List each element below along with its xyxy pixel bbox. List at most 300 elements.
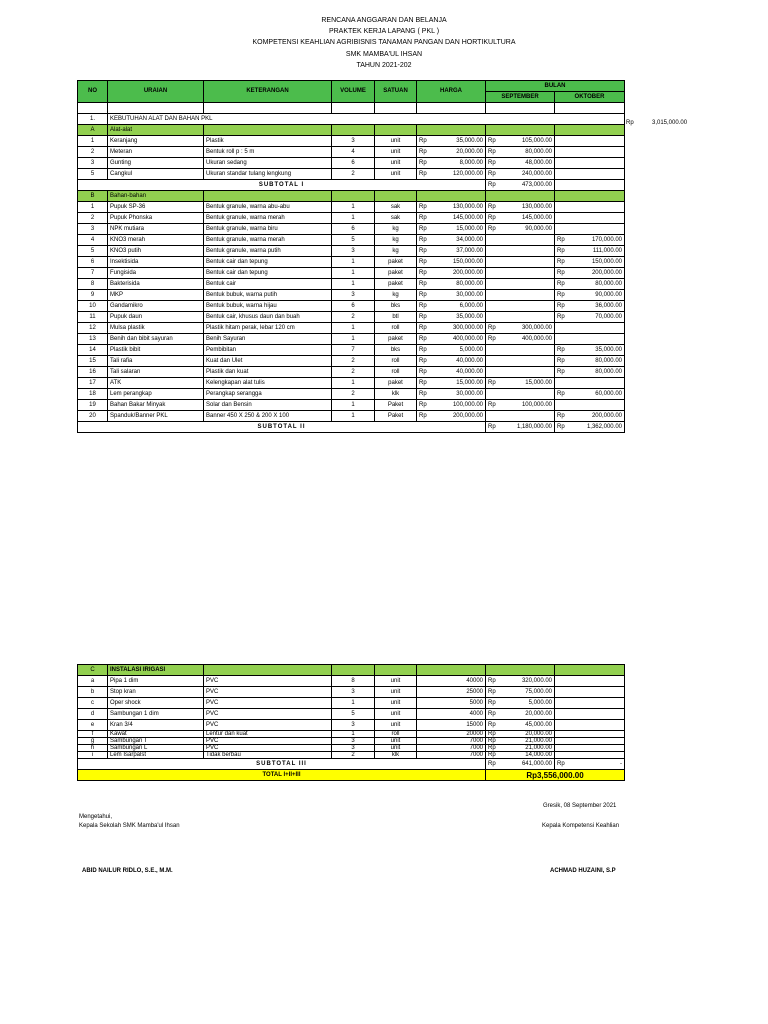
- table-row: [78, 389, 625, 400]
- item-unit: kg: [375, 235, 417, 246]
- item-september: [486, 158, 555, 169]
- item-september: [486, 731, 555, 738]
- col-satuan: SATUAN: [375, 81, 417, 103]
- group-c-label: INSTALASI IRIGASI: [108, 665, 204, 676]
- item-price-value: 120,000.00: [452, 170, 483, 177]
- subtotal-2: [78, 422, 625, 433]
- section-row: [78, 114, 625, 125]
- col-uraian: URAIAN: [108, 81, 204, 103]
- item-unit: paket: [375, 334, 417, 345]
- subtotal-2-label: SUBTOTAL II: [78, 422, 486, 433]
- table-row: [78, 235, 625, 246]
- item-september-rp: Rp: [488, 203, 496, 210]
- item-september: [486, 268, 555, 279]
- item-september: [486, 202, 555, 213]
- item-september: [486, 698, 555, 709]
- subtotal-2-september-rp: Rp: [488, 423, 496, 430]
- item-october: [555, 213, 625, 224]
- group-b-label: Bahan-bahan: [108, 191, 204, 202]
- item-september-value: 80,000.00: [525, 148, 552, 155]
- item-september: [486, 213, 555, 224]
- item-unit: paket: [375, 378, 417, 389]
- item-september-value: 240,000.00: [521, 170, 552, 177]
- item-price-rp: Rp: [419, 170, 427, 177]
- item-unit: unit: [375, 169, 417, 180]
- item-name: Cangkul: [108, 169, 204, 180]
- item-september: [486, 334, 555, 345]
- item-name: Lem perangkap: [108, 389, 204, 400]
- item-volume: 4: [332, 147, 375, 158]
- item-september-value: 21,000.00: [525, 745, 552, 751]
- table-row: [78, 400, 625, 411]
- item-price: [417, 389, 486, 400]
- item-september-rp: Rp: [488, 731, 496, 737]
- item-description: Lentur dan kuat: [204, 731, 332, 738]
- item-description: Solar dan Bensin: [204, 400, 332, 411]
- item-description: Ukuran sedang: [204, 158, 332, 169]
- table-row: [78, 290, 625, 301]
- table-row: [78, 698, 625, 709]
- item-september: [486, 687, 555, 698]
- item-no: 1: [78, 136, 108, 147]
- item-october-value: 80,000.00: [595, 368, 622, 375]
- item-no: i: [78, 752, 108, 759]
- item-price-value: 200,000.00: [452, 412, 483, 419]
- item-no: b: [78, 687, 108, 698]
- item-september: [486, 169, 555, 180]
- item-october: [555, 367, 625, 378]
- item-description: Tidak berbau: [204, 752, 332, 759]
- table-row: [78, 136, 625, 147]
- item-price-rp: Rp: [419, 302, 427, 309]
- item-price: 20000: [417, 731, 486, 738]
- item-no: 13: [78, 334, 108, 345]
- item-volume: 3: [332, 720, 375, 731]
- grand-total-row: [78, 770, 625, 781]
- side-note-value: 3,015,000.00: [652, 120, 688, 126]
- item-price-rp: Rp: [419, 324, 427, 331]
- item-no: g: [78, 738, 108, 745]
- item-october: [555, 136, 625, 147]
- item-volume: 2: [332, 312, 375, 323]
- item-no: c: [78, 698, 108, 709]
- item-october: [555, 345, 625, 356]
- item-price: [417, 235, 486, 246]
- item-unit: Paket: [375, 411, 417, 422]
- item-price: [417, 279, 486, 290]
- item-unit: paket: [375, 257, 417, 268]
- item-price: [417, 312, 486, 323]
- item-september: [486, 136, 555, 147]
- item-unit: roll: [375, 367, 417, 378]
- table-row: [78, 745, 625, 752]
- item-september-rp: Rp: [488, 752, 496, 758]
- table-row: [78, 378, 625, 389]
- table-row: [78, 411, 625, 422]
- item-october-rp: Rp: [557, 291, 565, 298]
- item-volume: 1: [332, 257, 375, 268]
- item-price: [417, 367, 486, 378]
- item-price-value: 30,000.00: [456, 291, 483, 298]
- item-description: Bentuk cair dan tepung: [204, 268, 332, 279]
- item-no: h: [78, 745, 108, 752]
- subtotal-2-october-value: 1,362,000.00: [586, 423, 622, 430]
- item-october: [555, 312, 625, 323]
- subtotal-1-september-value: 473,000.00: [521, 181, 552, 188]
- item-name: Sambungan L: [108, 745, 204, 752]
- item-price: [417, 246, 486, 257]
- item-price-value: 5,000.00: [459, 346, 483, 353]
- item-volume: 1: [332, 268, 375, 279]
- item-volume: 6: [332, 224, 375, 235]
- item-name: Sambungan T: [108, 738, 204, 745]
- item-unit: unit: [375, 698, 417, 709]
- col-harga: HARGA: [417, 81, 486, 103]
- item-october-value: 60,000.00: [595, 390, 622, 397]
- item-name: Kawat: [108, 731, 204, 738]
- item-october-rp: Rp: [557, 280, 565, 287]
- item-price: [417, 202, 486, 213]
- item-september-rp: Rp: [488, 148, 496, 155]
- item-october-value: 90,000.00: [595, 291, 622, 298]
- item-name: Bahan Bakar Minyak: [108, 400, 204, 411]
- item-description: Ukuran standar tulang lengkung: [204, 169, 332, 180]
- item-september-value: 400,000.00: [521, 335, 552, 342]
- section-label: KEBUTUHAN ALAT DAN BAHAN PKL: [108, 114, 625, 125]
- item-name: Pupuk daun: [108, 312, 204, 323]
- item-october-value: 200,000.00: [591, 269, 622, 276]
- table-row: [78, 687, 625, 698]
- item-description: Bentuk granule, warna biru: [204, 224, 332, 235]
- subtotal-3-september-value: 641,000.00: [521, 760, 552, 767]
- item-name: Lem Isarpalst: [108, 752, 204, 759]
- group-a-label: Alat-alat: [108, 125, 204, 136]
- item-october-rp: Rp: [557, 390, 565, 397]
- item-price-value: 15,000.00: [456, 379, 483, 386]
- item-price-rp: Rp: [419, 313, 427, 320]
- item-name: KNO3 putih: [108, 246, 204, 257]
- item-unit: unit: [375, 676, 417, 687]
- subtotal-1-september: [486, 180, 555, 191]
- item-september-rp: Rp: [488, 745, 496, 751]
- item-description: Bentuk granule, warna merah: [204, 213, 332, 224]
- item-october-rp: Rp: [557, 236, 565, 243]
- head-name: ACHMAD HUZAINI, S.P: [550, 868, 616, 874]
- col-keterangan: KETERANGAN: [204, 81, 332, 103]
- item-october: [555, 279, 625, 290]
- item-price-value: 200,000.00: [452, 269, 483, 276]
- item-volume: 3: [332, 290, 375, 301]
- item-volume: 3: [332, 745, 375, 752]
- subtotal-3: [78, 759, 625, 770]
- item-september: [486, 345, 555, 356]
- item-price-rp: Rp: [419, 357, 427, 364]
- item-volume: 2: [332, 752, 375, 759]
- item-september-value: 100,000.00: [521, 401, 552, 408]
- item-unit: unit: [375, 745, 417, 752]
- item-september: [486, 752, 555, 759]
- item-price-value: 40,000.00: [456, 368, 483, 375]
- item-no: 2: [78, 213, 108, 224]
- table-row: [78, 224, 625, 235]
- item-no: 3: [78, 158, 108, 169]
- col-oktober: OKTOBER: [555, 92, 625, 103]
- item-september-value: 105,000.00: [521, 137, 552, 144]
- item-name: Gandamikro: [108, 301, 204, 312]
- item-october: [555, 378, 625, 389]
- item-september: [486, 246, 555, 257]
- item-description: Bentuk granule, warna putih: [204, 246, 332, 257]
- item-name: Pipa 1 dim: [108, 676, 204, 687]
- subtotal-1: [78, 180, 625, 191]
- item-price-value: 15,000.00: [456, 225, 483, 232]
- item-october-value: 170,000.00: [591, 236, 622, 243]
- item-volume: 1: [332, 731, 375, 738]
- table-row: [78, 709, 625, 720]
- item-name: MKP: [108, 290, 204, 301]
- table-row: [78, 752, 625, 759]
- item-name: Tali rafia: [108, 356, 204, 367]
- principal-name: ABID NAILUR RIDLO, S.E., M.M.: [82, 868, 173, 874]
- item-unit: btl: [375, 312, 417, 323]
- item-price-value: 20,000.00: [456, 148, 483, 155]
- subtotal-3-october: [555, 759, 625, 770]
- item-october-value: 150,000.00: [591, 258, 622, 265]
- item-price: 25000: [417, 687, 486, 698]
- item-price: [417, 411, 486, 422]
- acknowledge-label: Mengetahui,: [79, 814, 113, 820]
- item-october-rp: Rp: [557, 357, 565, 364]
- group-c-row: [78, 665, 625, 676]
- item-unit: bks: [375, 301, 417, 312]
- item-price-value: 30,000.00: [456, 390, 483, 397]
- item-october-rp: Rp: [557, 346, 565, 353]
- item-price-rp: Rp: [419, 137, 427, 144]
- item-no: 14: [78, 345, 108, 356]
- item-price: 7000: [417, 745, 486, 752]
- item-price-value: 80,000.00: [456, 280, 483, 287]
- item-no: 11: [78, 312, 108, 323]
- item-price: [417, 290, 486, 301]
- item-october: [555, 323, 625, 334]
- item-no: 2: [78, 147, 108, 158]
- table-row: [78, 676, 625, 687]
- item-no: 5: [78, 169, 108, 180]
- item-september: [486, 738, 555, 745]
- item-name: Benih dan bibit sayuran: [108, 334, 204, 345]
- table-header-row: [78, 81, 625, 92]
- item-no: f: [78, 731, 108, 738]
- item-name: Mulsa plastik: [108, 323, 204, 334]
- table-row: [78, 213, 625, 224]
- doc-subtitle: PRAKTEK KERJA LAPANG ( PKL ): [328, 28, 440, 35]
- item-september: [486, 147, 555, 158]
- item-description: Bentuk bubuk, warna hijau: [204, 301, 332, 312]
- doc-year: TAHUN 2021-202: [356, 62, 412, 69]
- item-name: Oper shock: [108, 698, 204, 709]
- item-name: Pupuk SP-36: [108, 202, 204, 213]
- group-b-empty: [486, 191, 555, 202]
- item-volume: 2: [332, 367, 375, 378]
- item-no: 3: [78, 224, 108, 235]
- item-price-rp: Rp: [419, 379, 427, 386]
- item-unit: paket: [375, 268, 417, 279]
- item-volume: 1: [332, 378, 375, 389]
- item-volume: 2: [332, 356, 375, 367]
- item-description: Plastik dan kuat: [204, 367, 332, 378]
- doc-program: KOMPETENSI KEAHLIAN AGRIBISNIS TANAMAN PANGAN DAN HORTIKULTURA: [252, 39, 516, 46]
- item-unit: unit: [375, 687, 417, 698]
- table-row: [78, 257, 625, 268]
- item-unit: roll: [375, 731, 417, 738]
- item-volume: 2: [332, 389, 375, 400]
- item-no: 4: [78, 235, 108, 246]
- group-b-row: [78, 191, 625, 202]
- group-b-empty: [204, 191, 332, 202]
- item-september: [486, 323, 555, 334]
- section-no: 1.: [78, 114, 108, 125]
- item-description: Perangkap serangga: [204, 389, 332, 400]
- table-row: [78, 279, 625, 290]
- item-price: [417, 169, 486, 180]
- item-description: PVC: [204, 745, 332, 752]
- item-name: Gunting: [108, 158, 204, 169]
- item-october: [555, 731, 625, 738]
- item-price: [417, 136, 486, 147]
- item-price-value: 6,000.00: [459, 302, 483, 309]
- item-september: [486, 411, 555, 422]
- item-name: Tali salaran: [108, 367, 204, 378]
- item-no: 19: [78, 400, 108, 411]
- table-row: [78, 268, 625, 279]
- item-october: [555, 356, 625, 367]
- item-september-value: 45,000.00: [525, 721, 552, 728]
- item-description: PVC: [204, 720, 332, 731]
- item-october: [555, 257, 625, 268]
- item-volume: 6: [332, 301, 375, 312]
- item-name: Stop kran: [108, 687, 204, 698]
- item-september-value: 48,000.00: [525, 159, 552, 166]
- item-september-rp: Rp: [488, 379, 496, 386]
- item-price-value: 35,000.00: [456, 313, 483, 320]
- item-unit: unit: [375, 738, 417, 745]
- item-description: Bentuk cair: [204, 279, 332, 290]
- item-october: [555, 389, 625, 400]
- item-volume: 2: [332, 169, 375, 180]
- item-price: [417, 400, 486, 411]
- item-no: 20: [78, 411, 108, 422]
- item-unit: unit: [375, 720, 417, 731]
- grand-total-value: Rp3,556,000.00: [486, 770, 625, 781]
- item-name: Sambungan 1 dim: [108, 709, 204, 720]
- item-september-value: 21,000.00: [525, 738, 552, 744]
- item-september-value: 20,000.00: [525, 731, 552, 737]
- table-row: [78, 301, 625, 312]
- item-price-rp: Rp: [419, 291, 427, 298]
- item-price: [417, 158, 486, 169]
- item-no: 8: [78, 279, 108, 290]
- item-volume: 7: [332, 345, 375, 356]
- table-row: [78, 345, 625, 356]
- item-october: [555, 290, 625, 301]
- item-description: Benih Sayuran: [204, 334, 332, 345]
- item-price-rp: Rp: [419, 280, 427, 287]
- item-october-rp: Rp: [557, 258, 565, 265]
- item-unit: kg: [375, 290, 417, 301]
- item-october-value: 111,000.00: [592, 247, 622, 254]
- item-price-rp: Rp: [419, 159, 427, 166]
- item-no: 17: [78, 378, 108, 389]
- item-description: Bentuk bubuk, warna putih: [204, 290, 332, 301]
- item-price-rp: Rp: [419, 346, 427, 353]
- item-september: [486, 745, 555, 752]
- item-october: [555, 158, 625, 169]
- item-price-value: 37,000.00: [456, 247, 483, 254]
- head-title: Kepala Kompetensi Keahlian: [542, 823, 620, 829]
- item-price-rp: Rp: [419, 258, 427, 265]
- item-september-value: 15,000.00: [525, 379, 552, 386]
- group-b-empty: [332, 191, 375, 202]
- item-october-value: 200,000.00: [591, 412, 622, 419]
- budget-table: [77, 80, 625, 433]
- item-description: PVC: [204, 676, 332, 687]
- item-price: 5000: [417, 698, 486, 709]
- item-september: [486, 290, 555, 301]
- item-unit: Paket: [375, 400, 417, 411]
- item-price-value: 8,000.00: [459, 159, 483, 166]
- item-name: ATK: [108, 378, 204, 389]
- item-october-rp: Rp: [557, 269, 565, 276]
- item-price: 7000: [417, 738, 486, 745]
- item-unit: kg: [375, 246, 417, 257]
- item-volume: 1: [332, 202, 375, 213]
- item-unit: unit: [375, 709, 417, 720]
- item-october-value: 80,000.00: [595, 280, 622, 287]
- col-volume: VOLUME: [332, 81, 375, 103]
- group-b-empty: [375, 191, 417, 202]
- item-september: [486, 389, 555, 400]
- item-price-value: 130,000.00: [452, 203, 483, 210]
- doc-title: RENCANA ANGGARAN DAN BELANJA: [321, 17, 447, 24]
- item-price: [417, 356, 486, 367]
- item-volume: 3: [332, 246, 375, 257]
- item-price-value: 35,000.00: [456, 137, 483, 144]
- subtotal-3-october-rp: Rp: [557, 760, 565, 767]
- item-september: [486, 709, 555, 720]
- item-september-rp: Rp: [488, 137, 496, 144]
- item-october-value: 35,000.00: [595, 346, 622, 353]
- item-unit: roll: [375, 323, 417, 334]
- item-september-rp: Rp: [488, 225, 496, 232]
- item-october: [555, 752, 625, 759]
- table-row: [78, 202, 625, 213]
- item-unit: klk: [375, 389, 417, 400]
- item-october: [555, 268, 625, 279]
- item-september-rp: Rp: [488, 699, 496, 706]
- item-no: 9: [78, 290, 108, 301]
- item-september: [486, 235, 555, 246]
- subtotal-3-september: [486, 759, 555, 770]
- item-october: [555, 738, 625, 745]
- item-description: Bentuk granule, warna abu-abu: [204, 202, 332, 213]
- item-october: [555, 676, 625, 687]
- item-october-value: 70,000.00: [595, 313, 622, 320]
- subtotal-1-label: SUBTOTAL I: [78, 180, 486, 191]
- item-price: 4000: [417, 709, 486, 720]
- item-no: e: [78, 720, 108, 731]
- place-date: Gresik, 08 September 2021: [543, 803, 617, 809]
- table-row: [78, 323, 625, 334]
